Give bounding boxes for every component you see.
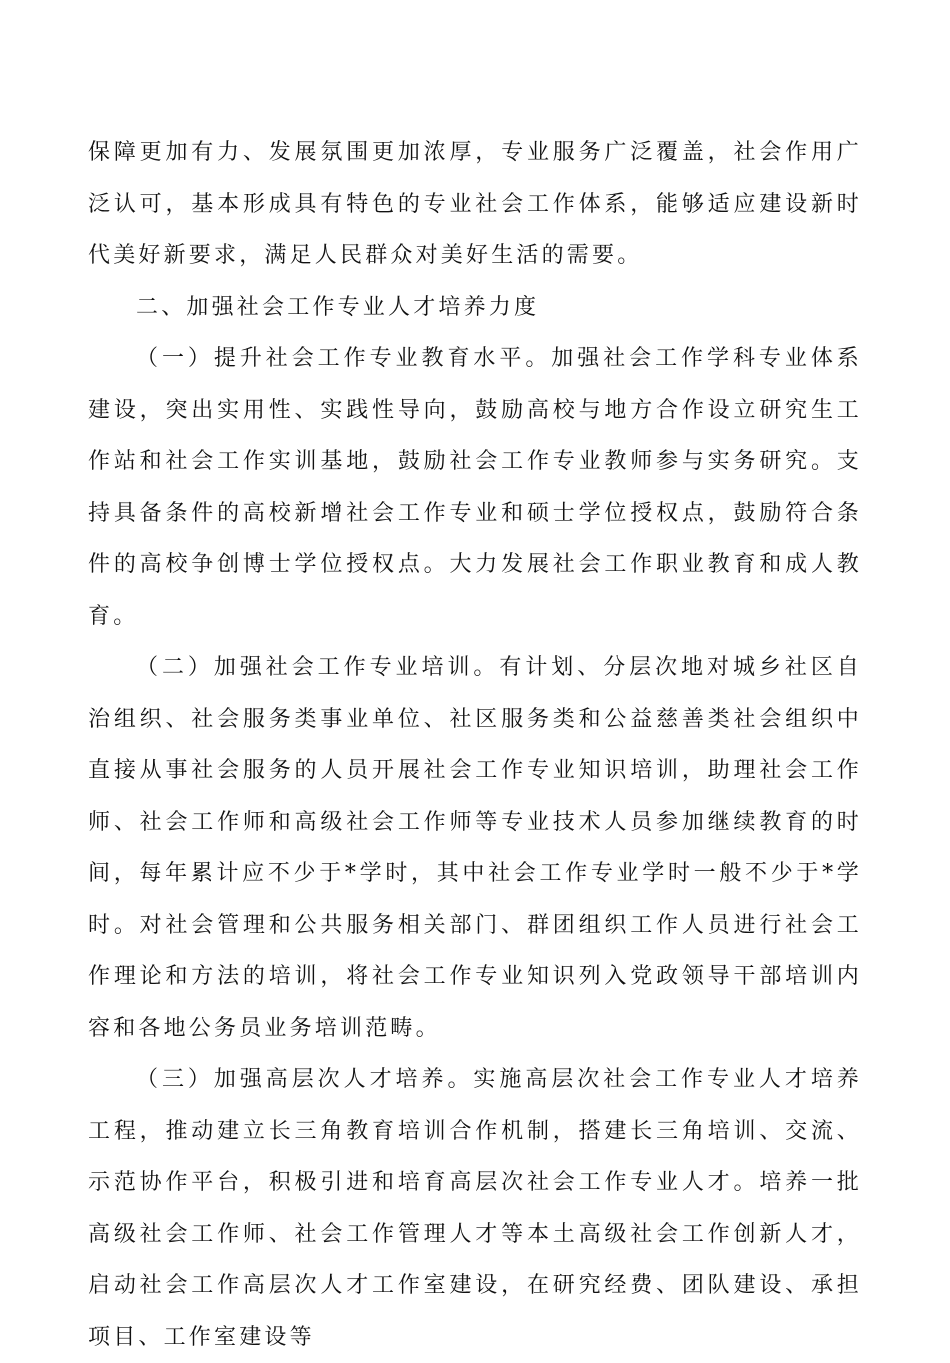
body-paragraph-high-level-talent: （三）加强高层次人才培养。实施高层次社会工作专业人才培养工程，推动建立长三角教育培训合作机制，搭建长三角培训、交流、示范协作平台，积极引进和培育高层次社会工作专业人才。培养一批高级社会工作师、社会工作管理人才等本土高级社会工作创新人才，启动社会工作高层次人才工作室建设，在研究经费、团队建设、承担项目、工作室建设等 [88,1067,862,1350]
document-page [88,127,862,1363]
section-heading: 二、加强社会工作专业人才培养力度 [136,294,540,320]
body-paragraph-continued: 保障更加有力、发展氛围更加浓厚，专业服务广泛覆盖，社会作用广泛认可，基本形成具有特色的专业社会工作体系，能够适应建设新时代美好新要求，满足人民群众对美好生活的需要。 [88,140,862,268]
body-paragraph-training: （二）加强社会工作专业培训。有计划、分层次地对城乡社区自治组织、社会服务类事业单位、社区服务类和公益慈善类社会组织中直接从事社会服务的人员开展社会工作专业知识培训，助理社会工作师、社会工作师和高级社会工作师等专业技术人员参加继续教育的时间，每年累计应不少于*学时，其中社会工作专业学时一般不少于*学时。对社会管理和公共服务相关部门、群团组织工作人员进行社会工作理论和方法的培训，将社会工作专业知识列入党政领导干部培训内容和各地公务员业务培训范畴。 [88,655,862,1041]
body-paragraph-education: （一）提升社会工作专业教育水平。加强社会工作学科专业体系建设，突出实用性、实践性导向，鼓励高校与地方合作设立研究生工作站和社会工作实训基地，鼓励社会工作专业教师参与实务研究。支持具备条件的高校新增社会工作专业和硕士学位授权点，鼓励符合条件的高校争创博士学位授权点。大力发展社会工作职业教育和成人教育。 [88,346,862,629]
